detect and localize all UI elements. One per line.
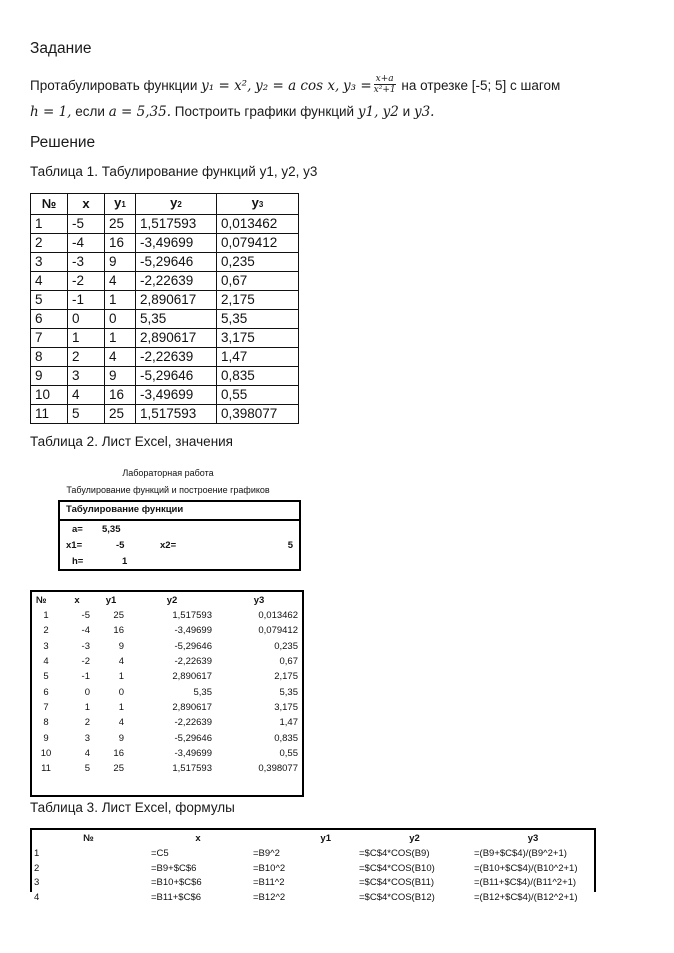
header-text: x bbox=[82, 196, 90, 211]
cell-y1: 25 bbox=[105, 405, 136, 424]
header-subscript: 3 bbox=[258, 200, 264, 209]
cell-x: 2 bbox=[68, 348, 105, 367]
cell-num: 1 bbox=[34, 848, 40, 860]
cell-y2: -3,49699 bbox=[136, 234, 217, 253]
cell-y1: 1 bbox=[118, 671, 124, 683]
table2-caption: Таблица 2. Лист Excel, значения bbox=[30, 434, 233, 449]
table3-header-row bbox=[32, 830, 594, 847]
cell-y3: 0,013462 bbox=[217, 215, 299, 234]
cell-y3: 0,079412 bbox=[217, 234, 299, 253]
task-line-1 bbox=[30, 73, 560, 99]
cell-x: =B11+$C$6 bbox=[151, 891, 202, 903]
table-row bbox=[32, 730, 302, 745]
cell-y2: 2,890617 bbox=[136, 291, 217, 310]
cell-x: -1 bbox=[68, 291, 105, 310]
cell-num: 2 bbox=[43, 625, 49, 637]
cell-x: 3 bbox=[68, 367, 105, 386]
formula-funcs: y1, y2 bbox=[357, 104, 399, 120]
header-text: y bbox=[170, 195, 178, 210]
cell-y1: 9 bbox=[118, 640, 124, 652]
cell-y1: 16 bbox=[105, 386, 136, 405]
header-text: y bbox=[114, 195, 122, 210]
cell-num: 8 bbox=[31, 348, 68, 367]
table-row bbox=[32, 639, 302, 654]
table-row bbox=[32, 684, 302, 699]
cell-y3: 3,175 bbox=[217, 329, 299, 348]
formula-y2: y₂ = a cos x, bbox=[255, 78, 340, 94]
cell-num: 9 bbox=[31, 367, 68, 386]
cell-num: 11 bbox=[41, 763, 51, 775]
cell-y3: =(B9+$C$4)/(B9^2+1) bbox=[474, 848, 567, 860]
table3-caption: Таблица 3. Лист Excel, формулы bbox=[30, 800, 235, 815]
cell-y1: =B9^2 bbox=[253, 848, 280, 860]
table-row bbox=[32, 761, 302, 776]
cell-y2: 5,35 bbox=[193, 686, 212, 698]
cell-x: -3 bbox=[81, 640, 90, 652]
param-value-a: 5,35 bbox=[102, 524, 121, 535]
cell-y1: 0 bbox=[118, 686, 124, 698]
param-row-x bbox=[60, 538, 299, 554]
cell-y3: 0,55 bbox=[217, 386, 299, 405]
cell-y2: -5,29646 bbox=[136, 367, 217, 386]
table2-header-x: x bbox=[74, 594, 80, 606]
cell-num: 5 bbox=[43, 671, 49, 683]
cell-y3: 2,175 bbox=[217, 291, 299, 310]
cell-y1: 4 bbox=[105, 272, 136, 291]
cell-y1: 25 bbox=[113, 610, 124, 622]
table-row bbox=[32, 654, 302, 669]
task-line-2 bbox=[30, 99, 434, 125]
cell-y2: 1,517593 bbox=[172, 610, 212, 622]
table2-header-y3: y3 bbox=[253, 594, 265, 606]
param-label-x1: x1= bbox=[66, 540, 83, 551]
cell-y3: 0,079412 bbox=[258, 625, 298, 637]
excel-params-box bbox=[58, 500, 301, 571]
cell-y3: 0,235 bbox=[217, 253, 299, 272]
cell-num: 7 bbox=[31, 329, 68, 348]
cell-num: 6 bbox=[43, 686, 49, 698]
cell-x: -2 bbox=[68, 272, 105, 291]
formula-h: h = 1, bbox=[30, 104, 72, 120]
table-row bbox=[31, 310, 299, 329]
cell-y2: 1,517593 bbox=[172, 763, 212, 775]
cell-x: -4 bbox=[81, 625, 90, 637]
cell-y1: =B10^2 bbox=[253, 862, 286, 874]
task-text: Протабулировать функции bbox=[30, 78, 198, 93]
excel-values-table bbox=[30, 590, 304, 797]
cell-y3: =(B11+$C$4)/(B11^2+1) bbox=[474, 877, 577, 889]
cell-x: =B10+$C$6 bbox=[151, 877, 202, 889]
table-row bbox=[31, 272, 299, 291]
table2-header-y2: y2 bbox=[166, 594, 178, 606]
param-label-a: a= bbox=[72, 524, 83, 535]
cell-y3: 0,835 bbox=[217, 367, 299, 386]
cell-num: 4 bbox=[43, 656, 49, 668]
cell-y2: -2,22639 bbox=[136, 348, 217, 367]
table-row bbox=[31, 348, 299, 367]
cell-y2: -2,22639 bbox=[136, 272, 217, 291]
cell-x: -5 bbox=[81, 610, 90, 622]
cell-x: 5 bbox=[84, 763, 90, 775]
cell-y2: 2,890617 bbox=[136, 329, 217, 348]
cell-num: 2 bbox=[34, 862, 40, 874]
table3-header-y1: y1 bbox=[320, 833, 331, 844]
table2-header-num: № bbox=[36, 594, 47, 606]
cell-x: 1 bbox=[84, 701, 90, 713]
excel-title-1: Лабораторная работа bbox=[122, 468, 214, 478]
cell-num: 1 bbox=[31, 215, 68, 234]
table-row bbox=[32, 700, 302, 715]
table2 bbox=[32, 592, 302, 776]
param-label-h: h= bbox=[72, 556, 84, 567]
cell-y1: 9 bbox=[118, 732, 124, 744]
cell-y2: 2,890617 bbox=[172, 701, 212, 713]
cell-x: =C5 bbox=[151, 848, 169, 860]
cell-y3: 5,35 bbox=[217, 310, 299, 329]
excel-params-header: Табулирование функции bbox=[60, 502, 299, 521]
table-row bbox=[32, 891, 594, 906]
cell-y2: =$C$4*COS(B12) bbox=[359, 891, 435, 903]
table2-header-y1: y1 bbox=[105, 594, 117, 606]
cell-y2: =$C$4*COS(B10) bbox=[359, 862, 435, 874]
cell-num: 10 bbox=[31, 386, 68, 405]
cell-num: 1 bbox=[43, 610, 49, 622]
cell-y2: -3,49699 bbox=[174, 747, 212, 759]
cell-num: 9 bbox=[43, 732, 49, 744]
cell-y3: 0,013462 bbox=[258, 610, 298, 622]
cell-x: 5 bbox=[68, 405, 105, 424]
table1-header-x bbox=[68, 194, 105, 215]
table-row bbox=[32, 623, 302, 638]
cell-num: 10 bbox=[40, 747, 52, 759]
cell-y1: 9 bbox=[105, 253, 136, 272]
excel-formulas-table bbox=[30, 828, 596, 903]
cell-y1: 25 bbox=[113, 763, 124, 775]
cell-x: -1 bbox=[81, 671, 90, 683]
cell-y1: 16 bbox=[105, 234, 136, 253]
cell-x: 0 bbox=[84, 686, 90, 698]
fraction-denominator: x²+1 bbox=[373, 84, 396, 95]
param-value-x1: -5 bbox=[116, 540, 125, 551]
table1-header-num bbox=[31, 194, 68, 215]
table-row bbox=[31, 234, 299, 253]
cell-y1: 4 bbox=[118, 656, 124, 668]
cell-y2: 1,517593 bbox=[136, 215, 217, 234]
cell-x: 0 bbox=[68, 310, 105, 329]
cell-y3: 0,398077 bbox=[258, 763, 298, 775]
table-row bbox=[32, 669, 302, 684]
header-subscript: 1 bbox=[121, 200, 126, 209]
cell-y3: 1,47 bbox=[279, 717, 298, 729]
table-row bbox=[32, 876, 594, 891]
table-row bbox=[31, 291, 299, 310]
cell-y2: -5,29646 bbox=[174, 640, 212, 652]
fraction-numerator: x+a bbox=[375, 73, 394, 84]
table-row bbox=[32, 746, 302, 761]
cell-y3: 5,35 bbox=[279, 686, 298, 698]
param-value-x2: 5 bbox=[287, 540, 293, 551]
cell-num: 3 bbox=[34, 877, 40, 889]
cell-y2: -2,22639 bbox=[174, 717, 212, 729]
cell-y2: =$C$4*COS(B11) bbox=[359, 877, 435, 889]
cell-y3: 0,67 bbox=[279, 656, 298, 668]
formula-y3-fraction bbox=[374, 74, 396, 95]
cell-y1: 16 bbox=[113, 747, 124, 759]
solution-heading: Решение bbox=[30, 134, 96, 151]
cell-x: -2 bbox=[81, 656, 90, 668]
cell-x: 1 bbox=[68, 329, 105, 348]
formula-y1: y₁ = x², bbox=[201, 78, 252, 94]
task-text: Построить графики функций bbox=[174, 104, 355, 119]
cell-x: 2 bbox=[84, 717, 90, 729]
cell-y3: 0,835 bbox=[274, 732, 298, 744]
cell-y3: =(B10+$C$4)/(B10^2+1) bbox=[474, 862, 578, 874]
cell-y2: =$C$4*COS(B9) bbox=[359, 848, 430, 860]
cell-num: 8 bbox=[43, 717, 49, 729]
table-row bbox=[32, 608, 302, 623]
task-text: если bbox=[75, 104, 105, 119]
formula-y3-lhs: y₃ = bbox=[343, 78, 372, 94]
formula-y3: y3. bbox=[413, 104, 435, 120]
cell-y2: -2,22639 bbox=[174, 656, 212, 668]
cell-num: 5 bbox=[31, 291, 68, 310]
table1-caption: Таблица 1. Табулирование функций y1, y2, y3 bbox=[30, 164, 318, 179]
cell-y1: =B11^2 bbox=[253, 877, 285, 889]
table3-body bbox=[32, 847, 594, 905]
table-row bbox=[31, 367, 299, 386]
cell-num: 2 bbox=[31, 234, 68, 253]
header-text: № bbox=[41, 196, 57, 211]
table1-header-y2 bbox=[136, 194, 217, 215]
cell-x: =B9+$C$6 bbox=[151, 862, 197, 874]
table2-body bbox=[32, 608, 302, 776]
cell-y2: -3,49699 bbox=[174, 625, 212, 637]
table-row bbox=[32, 847, 594, 862]
table-row bbox=[31, 386, 299, 405]
cell-y3: 0,67 bbox=[217, 272, 299, 291]
cell-y1: 0 bbox=[105, 310, 136, 329]
cell-y1: 1 bbox=[105, 329, 136, 348]
table2-header-row bbox=[32, 592, 302, 608]
cell-x: -5 bbox=[68, 215, 105, 234]
table-row bbox=[31, 329, 299, 348]
cell-num: 3 bbox=[43, 640, 49, 652]
cell-y2: -5,29646 bbox=[136, 253, 217, 272]
cell-y3: 0,398077 bbox=[217, 405, 299, 424]
table1-body bbox=[31, 215, 299, 424]
table1-header-row bbox=[31, 194, 299, 215]
param-label-x2: x2= bbox=[160, 540, 177, 551]
cell-x: -3 bbox=[68, 253, 105, 272]
cell-x: 4 bbox=[68, 386, 105, 405]
task-text: на отрезке [-5; 5] с шагом bbox=[401, 78, 561, 93]
table-row bbox=[31, 405, 299, 424]
param-row-h bbox=[60, 554, 299, 570]
excel-title-2: Табулирование функций и построение графиков bbox=[66, 485, 270, 495]
cell-num: 3 bbox=[31, 253, 68, 272]
cell-y3: =(B12+$C$4)/(B12^2+1) bbox=[474, 891, 578, 903]
cell-num: 11 bbox=[31, 405, 68, 424]
cell-x: 4 bbox=[84, 747, 90, 759]
cell-y1: 4 bbox=[118, 717, 124, 729]
cell-num: 7 bbox=[43, 701, 49, 713]
cell-y1: 25 bbox=[105, 215, 136, 234]
table3-header-y2: y2 bbox=[409, 833, 420, 844]
cell-y3: 2,175 bbox=[274, 671, 298, 683]
table-row bbox=[32, 715, 302, 730]
header-text: y bbox=[251, 195, 259, 210]
cell-y2: 2,890617 bbox=[172, 671, 212, 683]
table3-header-num: № bbox=[83, 833, 94, 844]
table3-header-x: x bbox=[195, 833, 201, 844]
table1-header-y3 bbox=[217, 194, 299, 215]
cell-y3: 1,47 bbox=[217, 348, 299, 367]
task-heading: Задание bbox=[30, 40, 92, 57]
task-text: и bbox=[402, 104, 411, 119]
cell-y1: 9 bbox=[105, 367, 136, 386]
cell-x: -4 bbox=[68, 234, 105, 253]
table1 bbox=[30, 193, 299, 424]
cell-y2: 5,35 bbox=[136, 310, 217, 329]
formula-a: a = 5,35. bbox=[108, 104, 171, 120]
table3 bbox=[32, 830, 594, 905]
cell-num: 4 bbox=[31, 272, 68, 291]
cell-num: 6 bbox=[31, 310, 68, 329]
header-subscript: 2 bbox=[177, 200, 182, 209]
table-row bbox=[31, 253, 299, 272]
cell-y3: 3,175 bbox=[274, 701, 298, 713]
cell-y2: 1,517593 bbox=[136, 405, 217, 424]
cell-y1: 1 bbox=[105, 291, 136, 310]
param-row-a bbox=[60, 522, 299, 538]
cell-y1: =B12^2 bbox=[253, 891, 286, 903]
table-row bbox=[31, 215, 299, 234]
cell-y1: 4 bbox=[105, 348, 136, 367]
cell-y1: 16 bbox=[113, 625, 124, 637]
cell-x: 3 bbox=[84, 732, 90, 744]
table1-header-y1 bbox=[105, 194, 136, 215]
param-value-h: 1 bbox=[122, 556, 128, 567]
cell-y3: 0,235 bbox=[274, 640, 298, 652]
table3-header-y3: y3 bbox=[527, 833, 539, 844]
cell-num: 4 bbox=[34, 891, 40, 903]
cell-y2: -3,49699 bbox=[136, 386, 217, 405]
cell-y3: 0,55 bbox=[279, 747, 298, 759]
table-row bbox=[32, 862, 594, 877]
cell-y1: 1 bbox=[118, 701, 124, 713]
cell-y2: -5,29646 bbox=[174, 732, 212, 744]
